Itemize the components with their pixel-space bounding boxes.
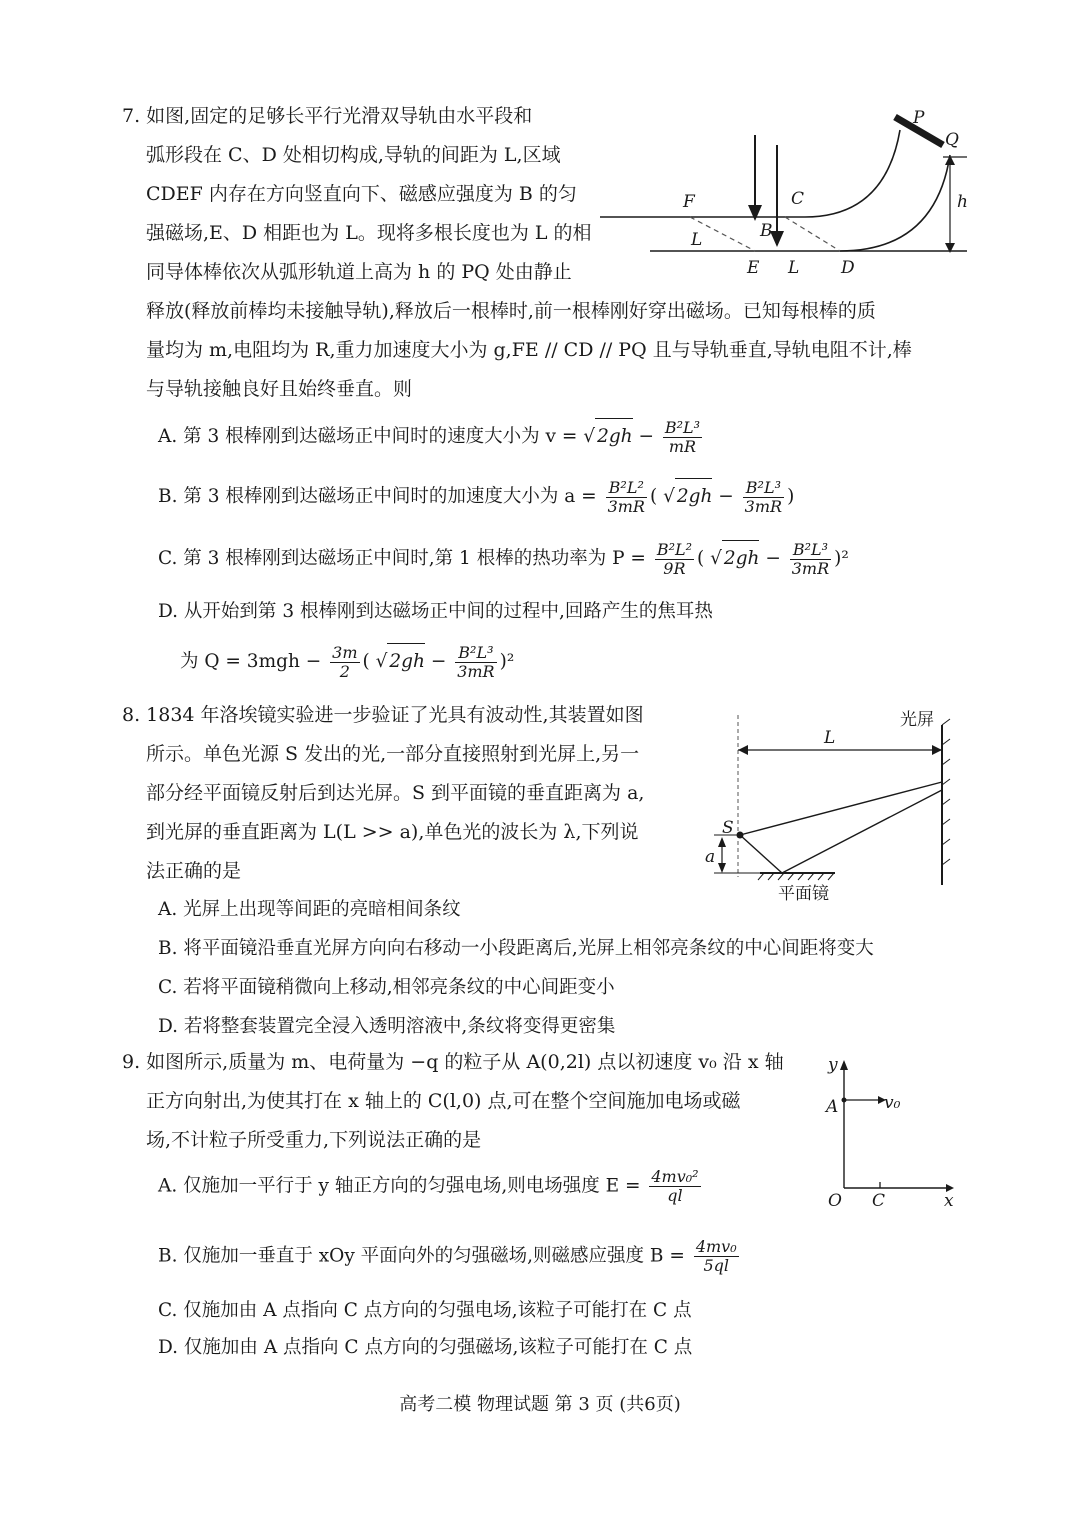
q8-line-5: 法正确的是 (146, 860, 242, 882)
q8-option-d: D. 若将整套装置完全浸入透明溶液中,条纹将变得更密集 (158, 1016, 616, 1037)
q7-option-d-text-2: 为 Q = 3mgh − (180, 651, 322, 672)
q7-fig-label-h: h (957, 192, 968, 212)
q8-fig-label-a: a (705, 847, 716, 867)
q7-option-a (158, 418, 705, 456)
q8-fig-label-s: S (722, 818, 734, 838)
q7-fig-label-f: F (683, 192, 695, 212)
q7-line-1: 7. 如图,固定的足够长平行光滑双导轨由水平段和 (122, 105, 533, 127)
q8-fig-label-mirror: 平面镜 (778, 884, 829, 904)
q8-option-b: B. 将平面镜沿垂直光屏方向向右移动一小段距离后,光屏上相邻亮条纹的中心间距将变大 (158, 938, 874, 959)
q9-line-1: 9. 如图所示,质量为 m、电荷量为 −q 的粒子从 A(0,2l) 点以初速度 v₀ 沿 x 轴 (122, 1051, 784, 1073)
q9-fig-label-o: O (828, 1191, 842, 1211)
q7-line-2: 弧形段在 C、D 处相切构成,导轨的间距为 L,区域 (146, 144, 561, 166)
q8-fig-label-l: L (824, 728, 836, 748)
q8-option-c: C. 若将平面镜稍微向上移动,相邻亮条纹的中心间距变小 (158, 977, 615, 998)
q7-fig-label-p: P (913, 108, 925, 128)
q9-fig-label-v0: v₀ (884, 1093, 901, 1113)
q7-fig-label-b: B (760, 221, 773, 241)
q8-fig-label-screen: 光屏 (900, 710, 934, 730)
q9-option-b (158, 1238, 742, 1275)
q7-rail-diagram (595, 105, 975, 285)
q7-fig-label-l1: L (691, 230, 703, 250)
q9-option-d: D. 仅施加由 A 点指向 C 点方向的匀强磁场,该粒子可能打在 C 点 (158, 1337, 693, 1358)
q8-line-2: 所示。单色光源 S 发出的光,一部分直接照射到光屏上,另一 (146, 743, 640, 765)
q8-lloyd-mirror-diagram (700, 705, 970, 905)
q7-line-6: 释放(释放前棒均未接触导轨),释放后一根棒时,前一根棒刚好穿出磁场。已知每根棒的质 (146, 300, 876, 322)
q7-line-3: CDEF 内存在方向竖直向下、磁感应强度为 B 的匀 (146, 183, 577, 205)
q7-line-5: 同导体棒依次从弧形轨道上高为 h 的 PQ 处由静止 (146, 261, 572, 283)
q7-option-a-text: A. 第 3 根棒刚到达磁场正中间时的速度大小为 v = (158, 426, 578, 447)
q9-option-a (158, 1168, 704, 1205)
page-footer: 高考二模 物理试题 第 3 页 (共6页) (399, 1394, 681, 1415)
q9-line-2: 正方向射出,为使其打在 x 轴上的 C(l,0) 点,可在整个空间施加电场或磁 (146, 1090, 741, 1112)
q7-option-c-text: C. 第 3 根棒刚到达磁场正中间时,第 1 根棒的热功率为 P = (158, 548, 646, 569)
q7-option-d: D. 从开始到第 3 根棒刚到达磁场正中间的过程中,回路产生的焦耳热 (158, 601, 713, 622)
q7-fig-label-l2: L (788, 258, 800, 278)
q7-fig-label-d: D (841, 258, 855, 278)
q9-fig-label-y: y (828, 1055, 838, 1075)
q9-option-b-formula: $\frac{\text{4mv₀}}{5ql}$ (695, 1237, 737, 1275)
q9-option-b-text: B. 仅施加一垂直于 xOy 平面向外的匀强磁场,则磁感应强度 B = (158, 1245, 685, 1267)
q8-line-4: 到光屏的垂直距离为 L(L >> a),单色光的波长为 λ,下列说 (146, 821, 639, 843)
q9-option-a-text: A. 仅施加一平行于 y 轴正方向的匀强电场,则电场强度 E = (158, 1175, 641, 1197)
q9-axes-diagram (822, 1050, 962, 1210)
q7-line-4: 强磁场,E、D 相距也为 L。现将多根长度也为 L 的相 (146, 222, 592, 244)
q7-option-b (158, 478, 794, 516)
q7-line-7: 量均为 m,电阻均为 R,重力加速度大小为 g,FE // CD // PQ 且与导轨垂直,导轨电阻不计,棒 (146, 339, 912, 361)
q9-option-c: C. 仅施加由 A 点指向 C 点方向的匀强电场,该粒子可能打在 C 点 (158, 1300, 692, 1321)
q7-option-b-formula: $\frac{\text{B²L²}}{3mR}$ ( √ 2gh − $\frac{\text{B²L³}}{3mR}$ ) (607, 477, 795, 516)
q9-option-a-formula: $\frac{\text{4mv₀²}}{ql}$ (651, 1167, 699, 1205)
q7-option-c-formula: $\frac{\text{B²L²}}{9R}$ ( √ 2gh − $\frac{\text{B²L³}}{3mR}$ )² (656, 539, 849, 578)
q9-fig-label-c: C (872, 1191, 886, 1211)
q8-option-a: A. 光屏上出现等间距的亮暗相间条纹 (158, 899, 461, 920)
q7-option-b-text: B. 第 3 根棒刚到达磁场正中间时的加速度大小为 a = (158, 486, 597, 507)
q8-line-3: 部分经平面镜反射后到达光屏。S 到平面镜的垂直距离为 a, (146, 782, 645, 804)
q7-option-d-line-2 (180, 643, 514, 681)
q9-fig-label-a: A (826, 1097, 839, 1117)
q7-fig-label-c: C (791, 189, 805, 209)
q7-option-a-formula: √ 2gh − $\frac{\text{B²L³}}{mR}$ (583, 417, 701, 456)
q9-line-3: 场,不计粒子所受重力,下列说法正确的是 (146, 1129, 482, 1151)
q7-option-c (158, 540, 849, 578)
q7-fig-label-q: Q (945, 130, 959, 150)
q7-fig-label-e: E (747, 258, 760, 278)
q9-fig-label-x: x (944, 1191, 954, 1211)
q8-line-1: 8. 1834 年洛埃镜实验进一步验证了光具有波动性,其装置如图 (122, 704, 644, 726)
q7-line-8: 与导轨接触良好且始终垂直。则 (146, 378, 413, 400)
q7-option-d-formula: $\frac{3m}{2}$ ( √ 2gh − $\frac{\text{B²L³}}{3mR}$ )² (332, 642, 515, 681)
